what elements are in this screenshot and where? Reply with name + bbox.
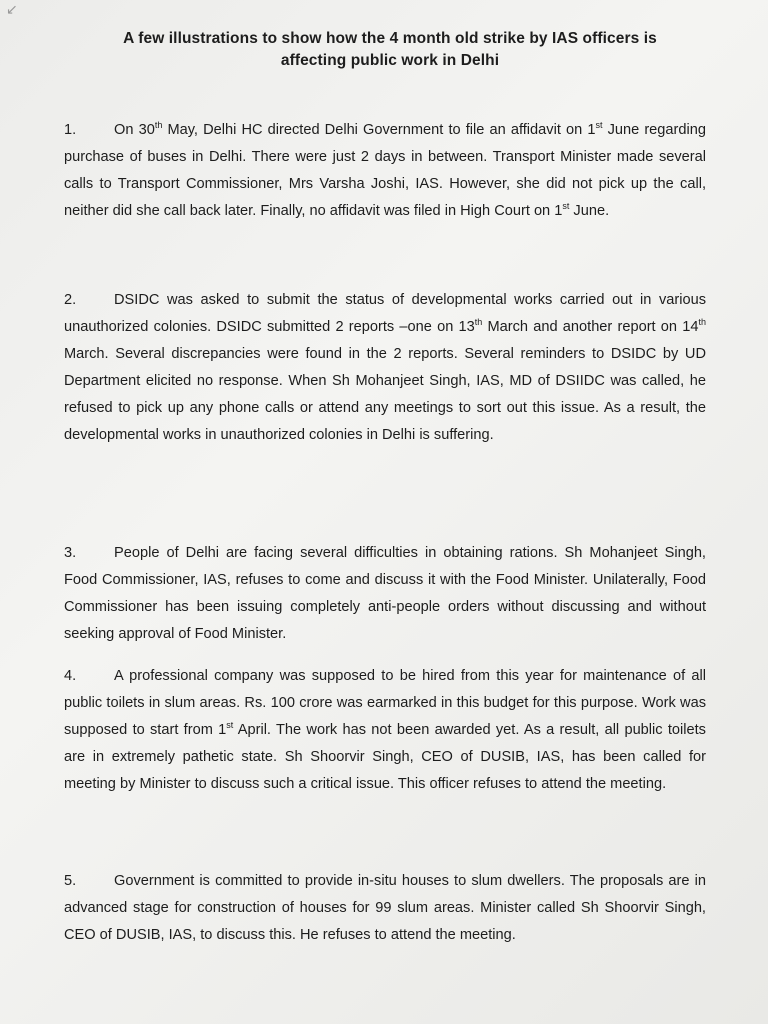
paragraph-5: 5. Government is committed to provide in-situ houses to slum dwellers. The proposals are in advanced stage for construction of houses for 99 slum areas. Minister called Sh Shoorvir Singh, CEO of DUSIB, IAS, to discuss this. He refuses to attend the meeting.	[64, 868, 706, 949]
paragraph-number: 1.	[64, 122, 77, 138]
ordinal-suffix: st	[595, 120, 603, 130]
paragraph-2: 2. DSIDC was asked to submit the status of developmental works carried out in various unauthorized colonies. DSIDC submitted 2 reports –one on 13th March and another report on 14th March. Several discrepancies were found in the 2 reports. Several reminders to DSIDC by UD Department elicited no response. When Sh Mohanjeet Singh, IAS, MD of DSIIDC was called, he refused to pick up any phone calls or attend any meetings to sort out this issue. As a result, the developmental works in unauthorized colonies in Delhi is suffering.	[64, 287, 706, 449]
paragraph-4: 4. A professional company was supposed to be hired from this year for maintenance of all public toilets in slum areas. Rs. 100 crore was earmarked in this budget for this purpose. Work was supposed to start from 1st April. The work has not been awarded yet. As a result, all public toilets are in extremely pathetic state. Sh Shoorvir Singh, CEO of DUSIB, IAS, has been called for meeting by Minister to discuss such a critical issue. This officer refuses to attend the meeting.	[64, 663, 706, 798]
document-title	[60, 28, 720, 72]
paragraph-number: 5.	[64, 873, 77, 889]
ordinal-suffix: th	[698, 317, 706, 327]
paragraph-number: 4.	[64, 668, 77, 684]
paragraph-3: 3. People of Delhi are facing several difficulties in obtaining rations. Sh Mohanjeet Singh, Food Commissioner, IAS, refuses to come and discuss it with the Food Minister. Unilaterally, Food Commissioner has been issuing completely anti-people orders without discussing and without seeking approval of Food Minister.	[64, 540, 706, 648]
paragraph-1: 1. On 30th May, Delhi HC directed Delhi Government to file an affidavit on 1st June regarding purchase of buses in Delhi. There were just 2 days in between. Transport Minister made several calls to Transport Commissioner, Mrs Varsha Joshi, IAS. However, she did not pick up the call, neither did she call back later. Finally, no affidavit was filed in High Court on 1st June.	[64, 117, 706, 225]
ordinal-suffix: th	[154, 120, 163, 130]
ordinal-suffix: st	[226, 720, 234, 730]
title-line-1: A few illustrations to show how the 4 month old strike by IAS officers is	[123, 30, 657, 47]
corner-mark: ↙	[6, 2, 18, 18]
paragraph-number: 3.	[64, 545, 77, 561]
paragraph-number: 2.	[64, 292, 77, 308]
title-line-2: affecting public work in Delhi	[280, 52, 500, 69]
ordinal-suffix: st	[562, 201, 570, 211]
ordinal-suffix: th	[474, 317, 483, 327]
